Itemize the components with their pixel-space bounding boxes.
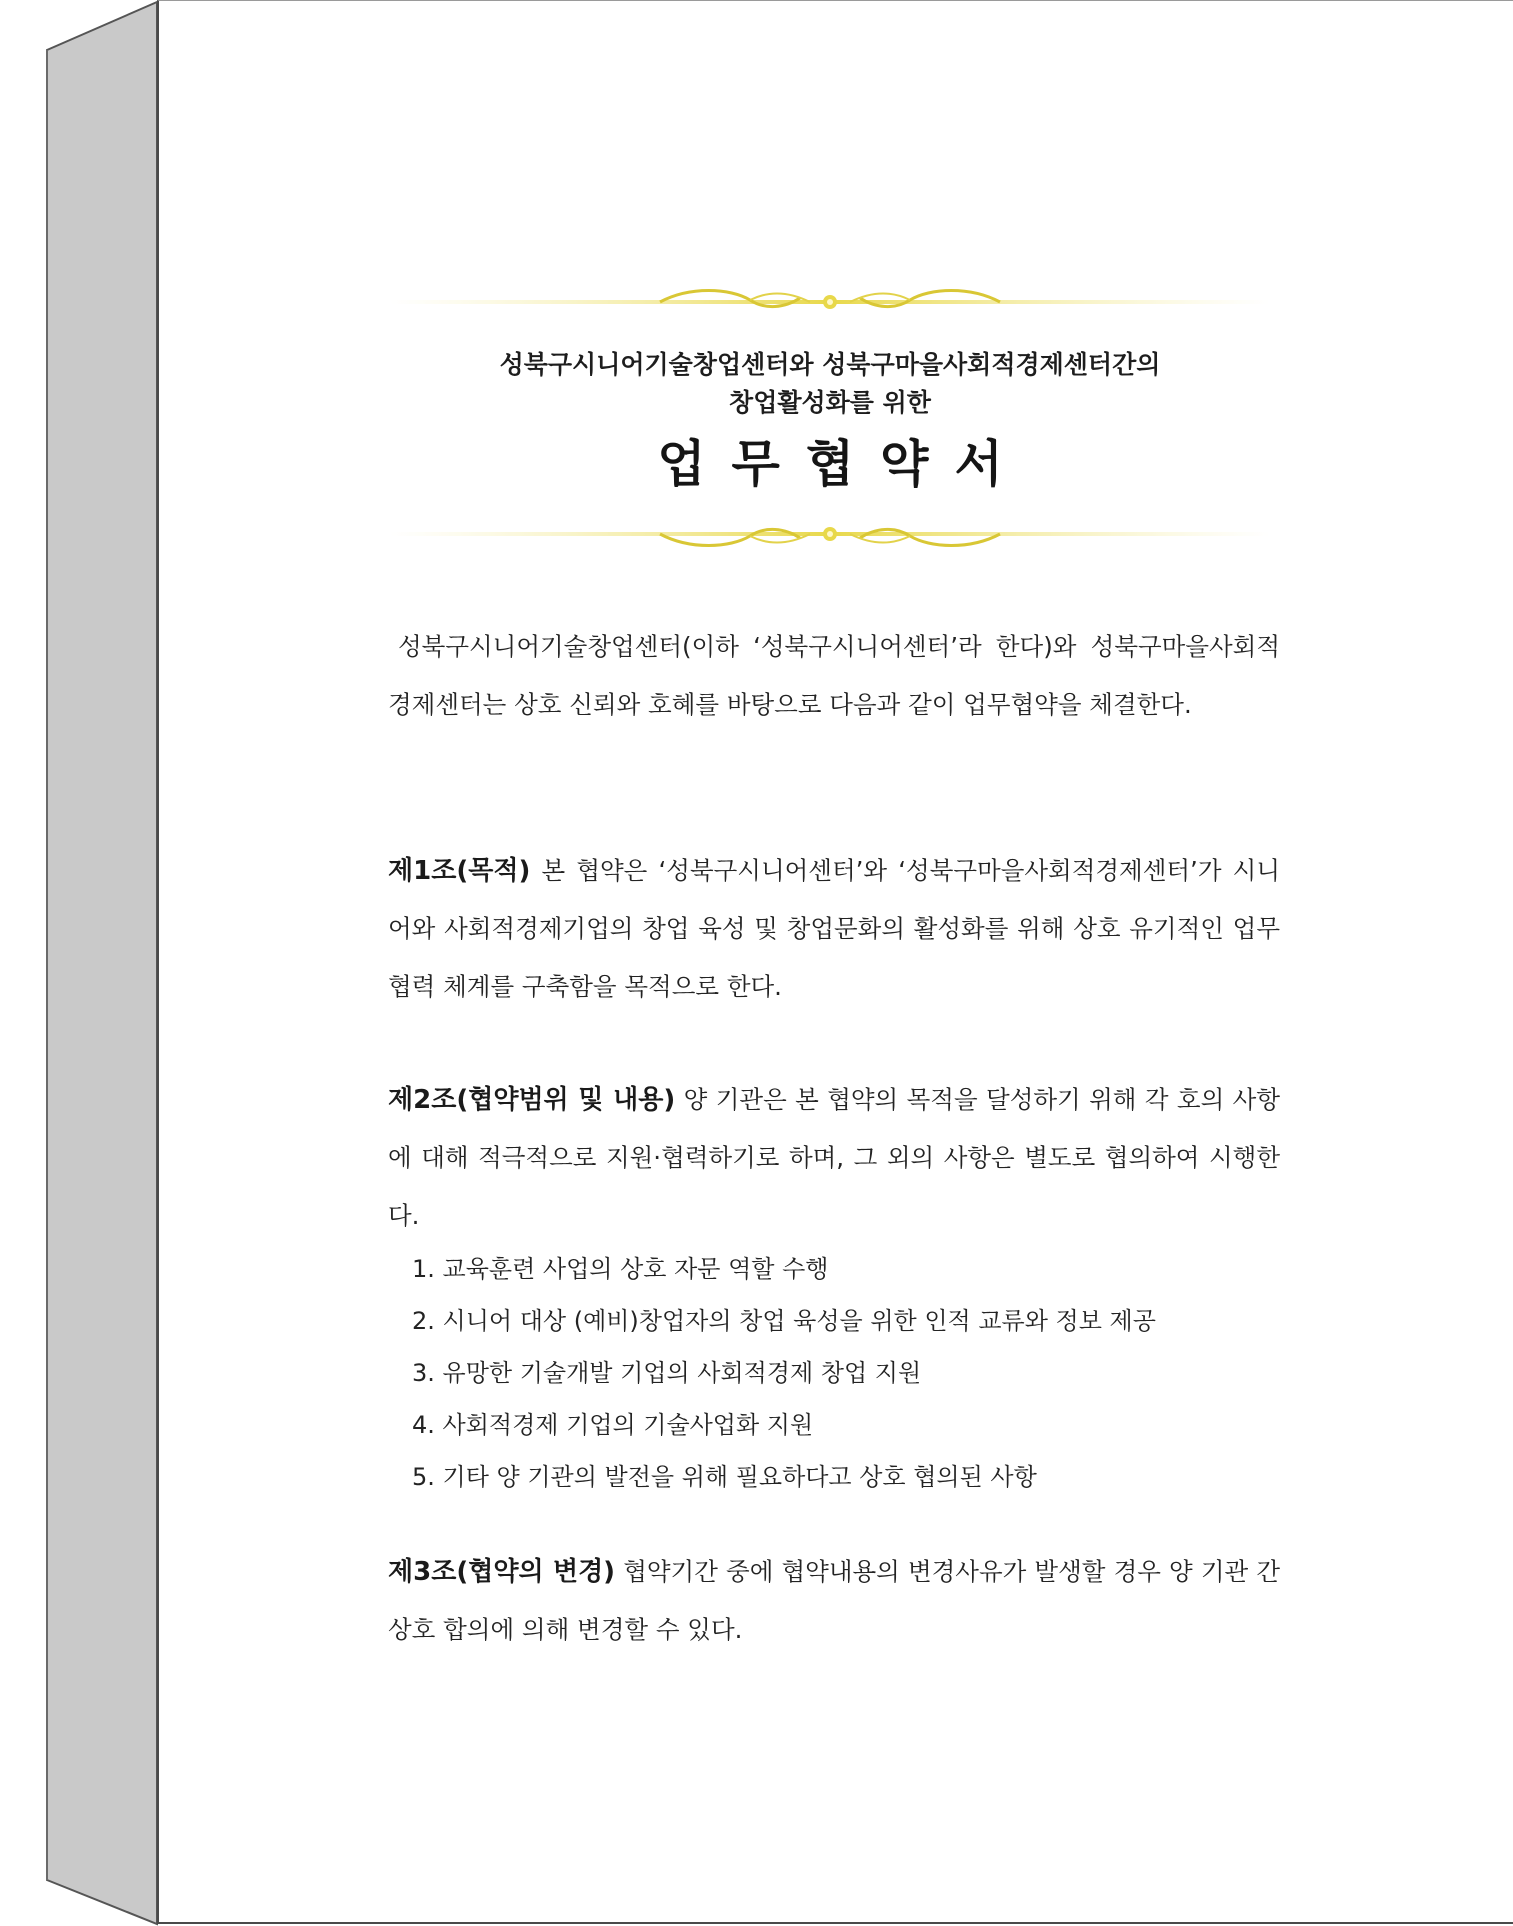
- title-block: [380, 346, 1280, 496]
- list-item: 5. 기타 양 기관의 발전을 위해 필요하다고 상호 협의된 사항: [412, 1463, 1037, 1491]
- article-2-item-list: [412, 1243, 1292, 1503]
- list-item: 4. 사회적경제 기업의 기술사업화 지원: [412, 1411, 814, 1439]
- article-1-text: 본 협약은 ‘성북구시니어센터’와 ‘성북구마을사회적경제센터’가 시니어와 사회적경제기업의 창업 육성 및 창업문화의 활성화를 위해 상호 유기적인 업무협력 체계를 구축함을 목적으로 한다.: [388, 856, 1280, 1001]
- article-3-text: 협약기간 중에 협약내용의 변경사유가 발생할 경우 양 기관 간 상호 합의에 의해 변경할 수 있다.: [388, 1557, 1280, 1644]
- book-spine: [0, 0, 170, 1926]
- bottom-ornament-divider: [390, 518, 1270, 550]
- list-item: 3. 유망한 기술개발 기업의 사회적경제 창업 지원: [412, 1359, 922, 1387]
- page-title: 업무협약서: [657, 434, 1029, 493]
- article-2: [388, 1071, 1280, 1245]
- list-item: 1. 교육훈련 사업의 상호 자문 역할 수행: [412, 1255, 829, 1283]
- article-3: [388, 1543, 1280, 1659]
- top-ornament-divider: [390, 286, 1270, 318]
- article-3-heading: 제3조(협약의 변경): [388, 1557, 616, 1587]
- subtitle-line-1: 성북구시니어기술창업센터와 성북구마을사회적경제센터간의: [499, 350, 1161, 379]
- subtitle-line-2: 창업활성화를 위한: [729, 388, 931, 417]
- list-item: 2. 시니어 대상 (예비)창업자의 창업 육성을 위한 인적 교류와 정보 제공: [412, 1307, 1156, 1335]
- article-1: [388, 842, 1280, 1016]
- article-2-heading: 제2조(협약범위 및 내용): [388, 1085, 676, 1115]
- article-1-heading: 제1조(목적): [388, 856, 531, 886]
- article-2-text: 양 기관은 본 협약의 목적을 달성하기 위해 각 호의 사항에 대해 적극적으로 지원·협력하기로 하며, 그 외의 사항은 별도로 협의하여 시행한다.: [388, 1085, 1281, 1230]
- intro-paragraph: 성북구시니어기술창업센터(이하 ‘성북구시니어센터’라 한다)와 성북구마을사회적경제센터는 상호 신뢰와 호혜를 바탕으로 다음과 같이 업무협약을 체결한다.: [388, 632, 1280, 719]
